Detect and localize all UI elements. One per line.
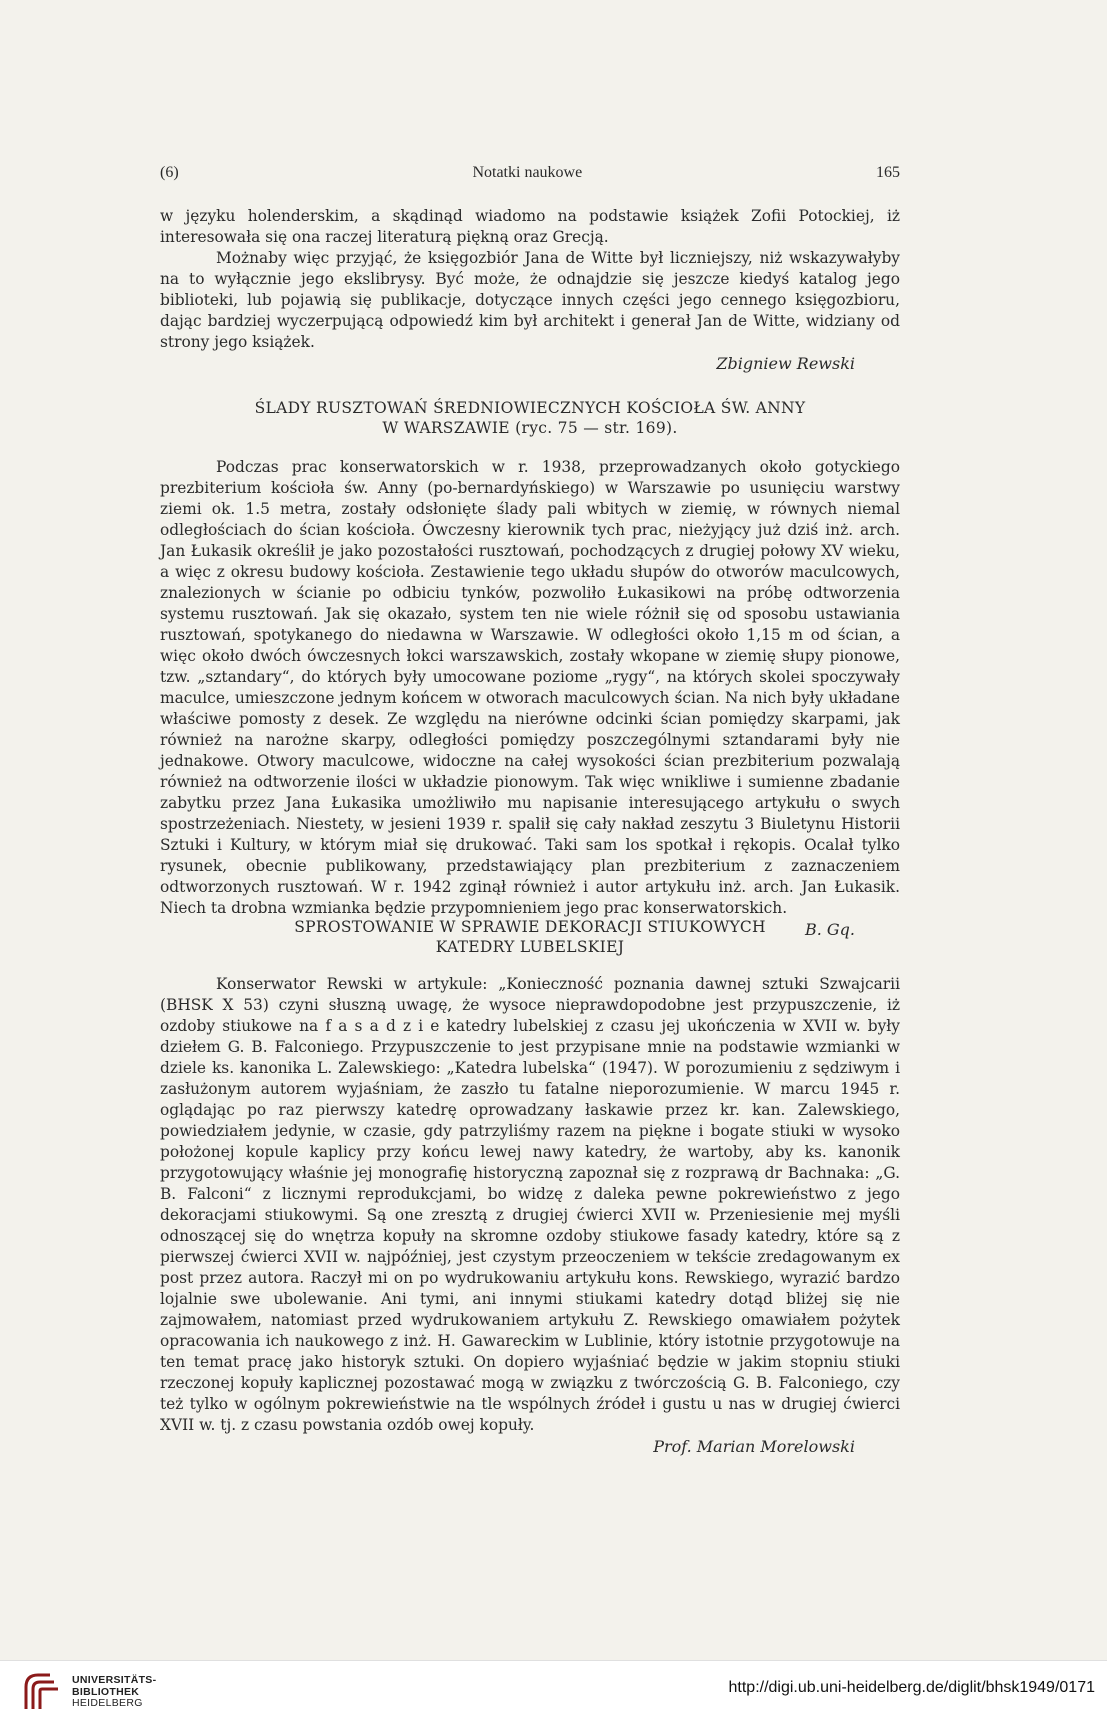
- library-name-line1: UNIVERSITÄTS-: [72, 1674, 157, 1686]
- article1-title: [160, 398, 900, 438]
- article1-title-line1: ŚLADY RUSZTOWAŃ ŚREDNIOWIECZNYCH KOŚCIOŁA ŚW. ANNY: [254, 399, 806, 417]
- intro-paragraph-1: w języku holenderskim, a skądinąd wiadomo na podstawie książek Zofii Potockiej, iż interesowała się ona raczej literaturą piękną oraz Grecją.: [160, 207, 900, 246]
- article2-title-line2: KATEDRY LUBELSKIEJ: [435, 938, 625, 956]
- intro-signature: Zbigniew Rewski: [716, 354, 855, 373]
- permalink-url[interactable]: http://digi.ub.uni-heidelberg.de/diglit/bhsk1949/0171: [728, 1679, 1095, 1696]
- article1-signature: B. Gq.: [804, 920, 855, 939]
- article2-text: [160, 974, 900, 1457]
- intro-text: [160, 206, 900, 374]
- article1-body: Podczas prac konserwatorskich w r. 1938, przeprowadzanych około gotyckiego prezbiterium kościoła św. Anny (po-bernardyńskiego) w Warszawie po usunięciu warstwy ziemi ok. 1.5 metra, zostały odsłonięte ślady pali wbitych w ziemię, w równych niemal odległościach do ścian kościoła. Ówczesny kierownik tych prac, nieżyjący już dziś inż. arch. Jan Łukasik określił je jako pozostałości rusztowań, pochodzących z drugiej połowy XV wieku, a więc z okresu budowy kościoła. Zestawienie tego układu słupów do otworów maculcowych, znalezionych w ścianie po odbiciu tynków, pozwoliło Łukasikowi na próbę odtworzenia systemu rusztowań. Jak się okazało, system ten nie wiele różnił się od sposobu ustawiania rusztowań, spotykanego do niedawna w Warszawie. W odległości około 1,15 m od ścian, a więc około dwóch ówczesnych łokci warszawskich, zostały wkopane w ziemię słupy pionowe, tzw. „sztandary“, do których były umocowane poziome „rygy“, na których skolei spoczywały maculce, umieszczone jednym końcem w otworach maculcowych ścian. Na nich były układane właściwe pomosty z desek. Ze względu na nierówne odcinki ścian pomiędzy skarpami, jak również na narożne skarpy, odległości pomiędzy poszczególnymi sztandarami były nie jednakowe. Otwory maculcowe, widoczne na całej wysokości ścian prezbiterium pozwalają również na odtworzenie ilości w układzie pionowym. Tak więc wnikliwe i sumienne zbadanie zabytku przez Jana Łukasika umożliwiło mu napisanie interesującego artykułu o swych spostrzeżeniach. Niestety, w jesieni 1939 r. spalił się cały nakład zeszytu 3 Biuletynu Historii Sztuki i Kultury, w którym miał się drukować. Taki sam los spotkał i rękopis. Ocalał tylko rysunek, obecnie publikowany, przedstawiający plan prezbiterium z zaznaczeniem odtworzonych rusztowań. W r. 1942 zginął również i autor artykułu inż. arch. Jan Łukasik. Niech ta drobna wzmianka będzie przypomnieniem jego prac konserwatorskich.: [160, 458, 900, 917]
- header-section-number: (6): [160, 164, 179, 181]
- library-name: [72, 1675, 156, 1710]
- library-name-line2: BIBLIOTHEK: [72, 1685, 140, 1698]
- running-header: [160, 164, 900, 182]
- article1-text: [160, 457, 900, 940]
- article2-title: [160, 917, 900, 957]
- header-title: Notatki naukowe: [472, 164, 583, 181]
- article1-title-line2: W WARSZAWIE (ryc. 75 — str. 169).: [382, 419, 678, 437]
- article2-signature: Prof. Marian Morelowski: [653, 1437, 855, 1456]
- article2-body: Konserwator Rewski w artykule: „Konieczność poznania dawnej sztuki Szwajcarii (BHSK X 53) czyni słuszną uwagę, że wysoce nieprawdopodobne jest przypuszczenie, iż ozdoby stiukowe na f a s a d z i e katedry lubelskiej z czasu jej ukończenia w XVII w. były dziełem G. B. Falconiego. Przypuszczenie to jest przypisane mnie na podstawie wzmianki w dziele ks. kanonika L. Zalewskiego: „Katedra lubelska“ (1947). W porozumieniu z sędziwym i zasłużonym autorem wyjaśniam, że zaszło tu fatalne nieporozumienie. W marcu 1945 r. oglądając po raz pierwszy katedrę oprowadzany łaskawie przez kr. kan. Zalewskiego, powiedziałem jedynie, w czasie, gdy patrzyliśmy razem na piękne i bogate stiuki w wysoko położonej kopule kaplicy przy końcu lewej nawy katedry, że wartoby, aby ks. kanonik przygotowujący właśnie jej monografię historyczną zapoznał się z rozprawą dr Bachnaka: „G. B. Falconi“ z licznymi reprodukcjami, bo widzę z daleka pewne pokrewieństwo z jego dekoracjami stiukowymi. Są one zresztą z drugiej ćwierci XVII w. Przeniesienie mej myśli odnoszącej się do wnętrza kopuły na skromne ozdoby stiukowe fasady katedry, które są z pierwszej ćwierci XVII w. najpóźniej, jest czystym przeoczeniem w tekście zredagowanym ex post przez autora. Raczył mi on po wydrukowaniu artykułu kons. Rewskiego, wyrazić bardzo lojalnie swe ubolewanie. Ani tymi, ani innymi stiukami katedry dotąd bliżej się nie zajmowałem, natomiast przed wydrukowaniem artykułu Z. Rewskiego omawiałem pożytek opracowania ich naukowego z inż. H. Gawareckim w Lublinie, który istotnie przygotowuje na ten temat pracę jako historyk sztuki. On dopiero wyjaśniać będzie w jakim stopniu stiuki rzeczonej kopuły kaplicznej pozostawać mogą w związku z twórczością G. B. Falconiego, czy też tylko w ogólnym pokrewieństwie na tle wspólnych źródeł i gustu u nas w drugiej ćwierci XVII w. tj. z czasu powstania ozdób owej kopuły.: [160, 975, 900, 1434]
- library-footer: [0, 1660, 1107, 1722]
- article2-title-line1: SPROSTOWANIE W SPRAWIE DEKORACJI STIUKOWYCH: [294, 918, 766, 936]
- library-logo-icon: [20, 1669, 64, 1713]
- library-name-line3: HEIDELBERG: [72, 1697, 143, 1709]
- intro-paragraph-2: Możnaby więc przyjąć, że księgozbiór Jana de Witte był liczniejszy, niż wskazywałyby na to wyłącznie jego ekslibrysy. Być może, że odnajdzie się jeszcze kiedyś katalog jego biblioteki, lub pojawią się publikacje, dotyczące innych części jego cennego księgozbioru, dając bardziej wyczerpującą odpowiedź kim był architekt i generał Jan de Witte, widziany od strony jego książek.: [160, 249, 900, 351]
- page-number: 165: [876, 164, 900, 181]
